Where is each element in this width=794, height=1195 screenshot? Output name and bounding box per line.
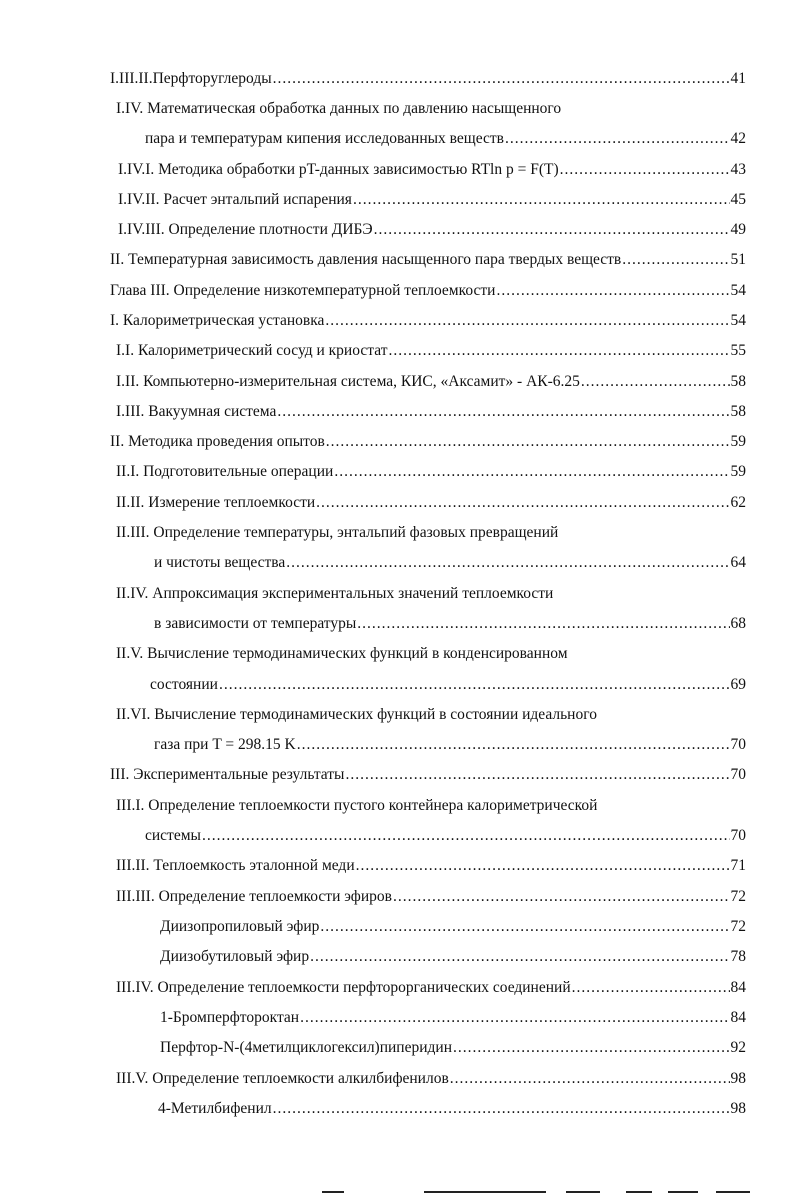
toc-entry xyxy=(145,826,746,846)
toc-entry-title: I. Калориметрическая установка xyxy=(110,312,325,329)
toc-entry xyxy=(116,493,746,513)
toc-entry-title: I.IV.I. Методика обработки pT-данных зависимостью RTln p = F(T) xyxy=(118,161,559,178)
toc-entry xyxy=(150,675,746,695)
toc-entry-title: системы xyxy=(145,827,201,844)
toc-entry xyxy=(116,402,746,422)
toc-entry xyxy=(154,735,746,755)
toc-entry xyxy=(160,1008,746,1028)
toc-entry xyxy=(158,1099,746,1119)
toc-leader-dots xyxy=(560,160,730,180)
toc-entry-title: III.III. Определение теплоемкости эфиров xyxy=(116,888,392,905)
toc-entry-page: 84 xyxy=(730,979,746,996)
toc-entry xyxy=(116,796,597,816)
toc-entry-title: I.I. Калориметрический сосуд и криостат xyxy=(116,342,388,359)
toc-entry-title: II.IV. Аппроксимация экспериментальных значений теплоемкости xyxy=(116,585,554,602)
toc-entry xyxy=(116,462,746,482)
toc-entry-page: 69 xyxy=(730,676,746,693)
toc-entry xyxy=(110,765,746,785)
toc-entry-page: 58 xyxy=(730,403,746,420)
toc-entry-title: I.III. Вакуумная система xyxy=(116,403,277,420)
toc-entry-page: 59 xyxy=(730,433,746,450)
toc-entry-title: и чистоты вещества xyxy=(154,554,286,571)
toc-entry-title: Диизопропиловый эфир xyxy=(160,918,320,935)
scan-artifact-line xyxy=(626,1191,652,1193)
toc-entry-page: 98 xyxy=(730,1070,746,1087)
toc-entry-title: Глава III. Определение низкотемпературной теплоемкости xyxy=(110,282,496,299)
toc-entry xyxy=(116,887,746,907)
toc-entry-page: 71 xyxy=(730,857,746,874)
toc-entry-title: пара и температурам кипения исследованных веществ xyxy=(145,130,504,147)
toc-entry-title: I.IV.III. Определение плотности ДИБЭ xyxy=(118,221,373,238)
scan-artifact-line xyxy=(716,1191,750,1193)
toc-entry-page: 64 xyxy=(730,554,746,571)
toc-leader-dots xyxy=(453,1038,730,1058)
toc-entry-page: 49 xyxy=(730,221,746,238)
toc-entry xyxy=(110,69,746,89)
toc-leader-dots xyxy=(300,1008,729,1028)
toc-entry-page: 72 xyxy=(730,918,746,935)
toc-entry-title: III.I. Определение теплоемкости пустого контейнера калориметрической xyxy=(116,797,598,814)
toc-entry-page: 84 xyxy=(730,1009,746,1026)
toc-leader-dots xyxy=(353,190,730,210)
toc-entry xyxy=(116,372,746,392)
toc-leader-dots xyxy=(320,917,729,937)
toc-entry-page: 55 xyxy=(730,342,746,359)
toc-entry-page: 54 xyxy=(730,312,746,329)
toc-entry-page: 68 xyxy=(730,615,746,632)
toc-entry-title: в зависимости от температуры xyxy=(154,615,357,632)
toc-leader-dots xyxy=(345,765,729,785)
toc-leader-dots xyxy=(572,978,730,998)
toc-entry-title: II.III. Определение температуры, энтальпий фазовых превращений xyxy=(116,524,559,541)
toc-entry-page: 92 xyxy=(730,1039,746,1056)
toc-entry xyxy=(110,281,746,301)
toc-leader-dots xyxy=(581,372,730,392)
toc-entry-page: 70 xyxy=(730,827,746,844)
toc-entry xyxy=(110,250,746,270)
toc-entry-title: II. Методика проведения опытов xyxy=(110,433,325,450)
toc-entry-title: II.II. Измерение теплоемкости xyxy=(116,494,316,511)
toc-entry-title: I.IV.II. Расчет энтальпий испарения xyxy=(118,191,352,208)
toc-leader-dots xyxy=(273,69,730,89)
toc-leader-dots xyxy=(219,675,730,695)
toc-leader-dots xyxy=(356,856,730,876)
scan-artifact-line xyxy=(668,1191,698,1193)
toc-entry xyxy=(160,1038,746,1058)
scan-artifact-line xyxy=(322,1191,344,1193)
toc-entry-page: 72 xyxy=(730,888,746,905)
toc-entry xyxy=(118,190,746,210)
toc-entry-title: III.IV. Определение теплоемкости перфторорганических соединений xyxy=(116,979,571,996)
toc-entry-title: I.III.II.Перфторуглероды xyxy=(110,70,272,87)
scan-artifact-line xyxy=(424,1191,546,1193)
toc-entry-page: 42 xyxy=(730,130,746,147)
toc-entry xyxy=(160,947,746,967)
toc-entry xyxy=(110,311,746,331)
toc-entry xyxy=(116,1069,746,1089)
toc-leader-dots xyxy=(316,493,729,513)
toc-leader-dots xyxy=(496,281,729,301)
toc-entry-title: II.I. Подготовительные операции xyxy=(116,463,334,480)
toc-leader-dots xyxy=(297,735,730,755)
toc-entry xyxy=(118,160,746,180)
toc-entry-title: II.V. Вычисление термодинамических функций в конденсированном xyxy=(116,645,568,662)
toc-leader-dots xyxy=(450,1069,730,1089)
toc-leader-dots xyxy=(334,462,729,482)
toc-entry-page: 54 xyxy=(730,282,746,299)
toc-leader-dots xyxy=(326,432,730,452)
toc-entry-page: 98 xyxy=(730,1100,746,1117)
scan-artifact-line xyxy=(566,1191,600,1193)
toc-entry-title: 4-Метилбифенил xyxy=(158,1100,272,1117)
toc-entry xyxy=(145,129,746,149)
toc-entry-title: газа при T = 298.15 K xyxy=(154,736,296,753)
toc-entry xyxy=(116,644,568,664)
toc-leader-dots xyxy=(286,553,729,573)
toc-entry-page: 59 xyxy=(730,463,746,480)
toc-entry-title: III.V. Определение теплоемкости алкилбифенилов xyxy=(116,1070,449,1087)
toc-entry-page: 41 xyxy=(730,70,746,87)
toc-leader-dots xyxy=(277,402,729,422)
toc-entry xyxy=(116,341,746,361)
toc-entry-title: 1-Бромперфтороктан xyxy=(160,1009,300,1026)
toc-leader-dots xyxy=(622,250,729,270)
toc-entry-page: 78 xyxy=(730,948,746,965)
toc-leader-dots xyxy=(202,826,730,846)
toc-entry-title: I.II. Компьютерно-измерительная система, КИС, «Аксамит» - АК-6.25 xyxy=(116,373,580,390)
toc-entry xyxy=(116,99,561,119)
toc-entry-page: 43 xyxy=(730,161,746,178)
toc-leader-dots xyxy=(357,614,729,634)
toc-entry-page: 45 xyxy=(730,191,746,208)
toc-entry xyxy=(118,220,746,240)
toc-leader-dots xyxy=(393,887,730,907)
toc-entry-title: Диизобутиловый эфир xyxy=(160,948,310,965)
toc-entry-title: III. Экспериментальные результаты xyxy=(110,766,345,783)
toc-entry-title: II. Температурная зависимость давления насыщенного пара твердых веществ xyxy=(110,251,622,268)
toc-entry-page: 70 xyxy=(730,766,746,783)
toc-leader-dots xyxy=(310,947,729,967)
toc-entry-title: Перфтор-N-(4метилциклогексил)пиперидин xyxy=(160,1039,452,1056)
toc-entry-page: 58 xyxy=(730,373,746,390)
toc-entry-page: 62 xyxy=(730,494,746,511)
toc-entry-title: I.IV. Математическая обработка данных по давлению насыщенного xyxy=(116,100,562,117)
toc-leader-dots xyxy=(388,341,729,361)
toc-leader-dots xyxy=(273,1099,730,1119)
toc-entry xyxy=(154,553,746,573)
toc-entry-title: II.VI. Вычисление термодинамических функций в состоянии идеального xyxy=(116,706,597,723)
toc-entry xyxy=(116,978,746,998)
toc-entry xyxy=(160,917,746,937)
toc-entry-page: 51 xyxy=(730,251,746,268)
toc-entry xyxy=(116,523,558,543)
toc-leader-dots xyxy=(505,129,730,149)
toc-entry xyxy=(116,856,746,876)
toc-entry-title: III.II. Теплоемкость эталонной меди xyxy=(116,857,355,874)
toc-entry-title: состоянии xyxy=(150,676,218,693)
toc-entry xyxy=(154,614,746,634)
toc-entry xyxy=(116,705,597,725)
toc-entry-page: 70 xyxy=(730,736,746,753)
toc-entry xyxy=(116,584,553,604)
toc-leader-dots xyxy=(325,311,729,331)
toc-leader-dots xyxy=(374,220,730,240)
toc-entry xyxy=(110,432,746,452)
